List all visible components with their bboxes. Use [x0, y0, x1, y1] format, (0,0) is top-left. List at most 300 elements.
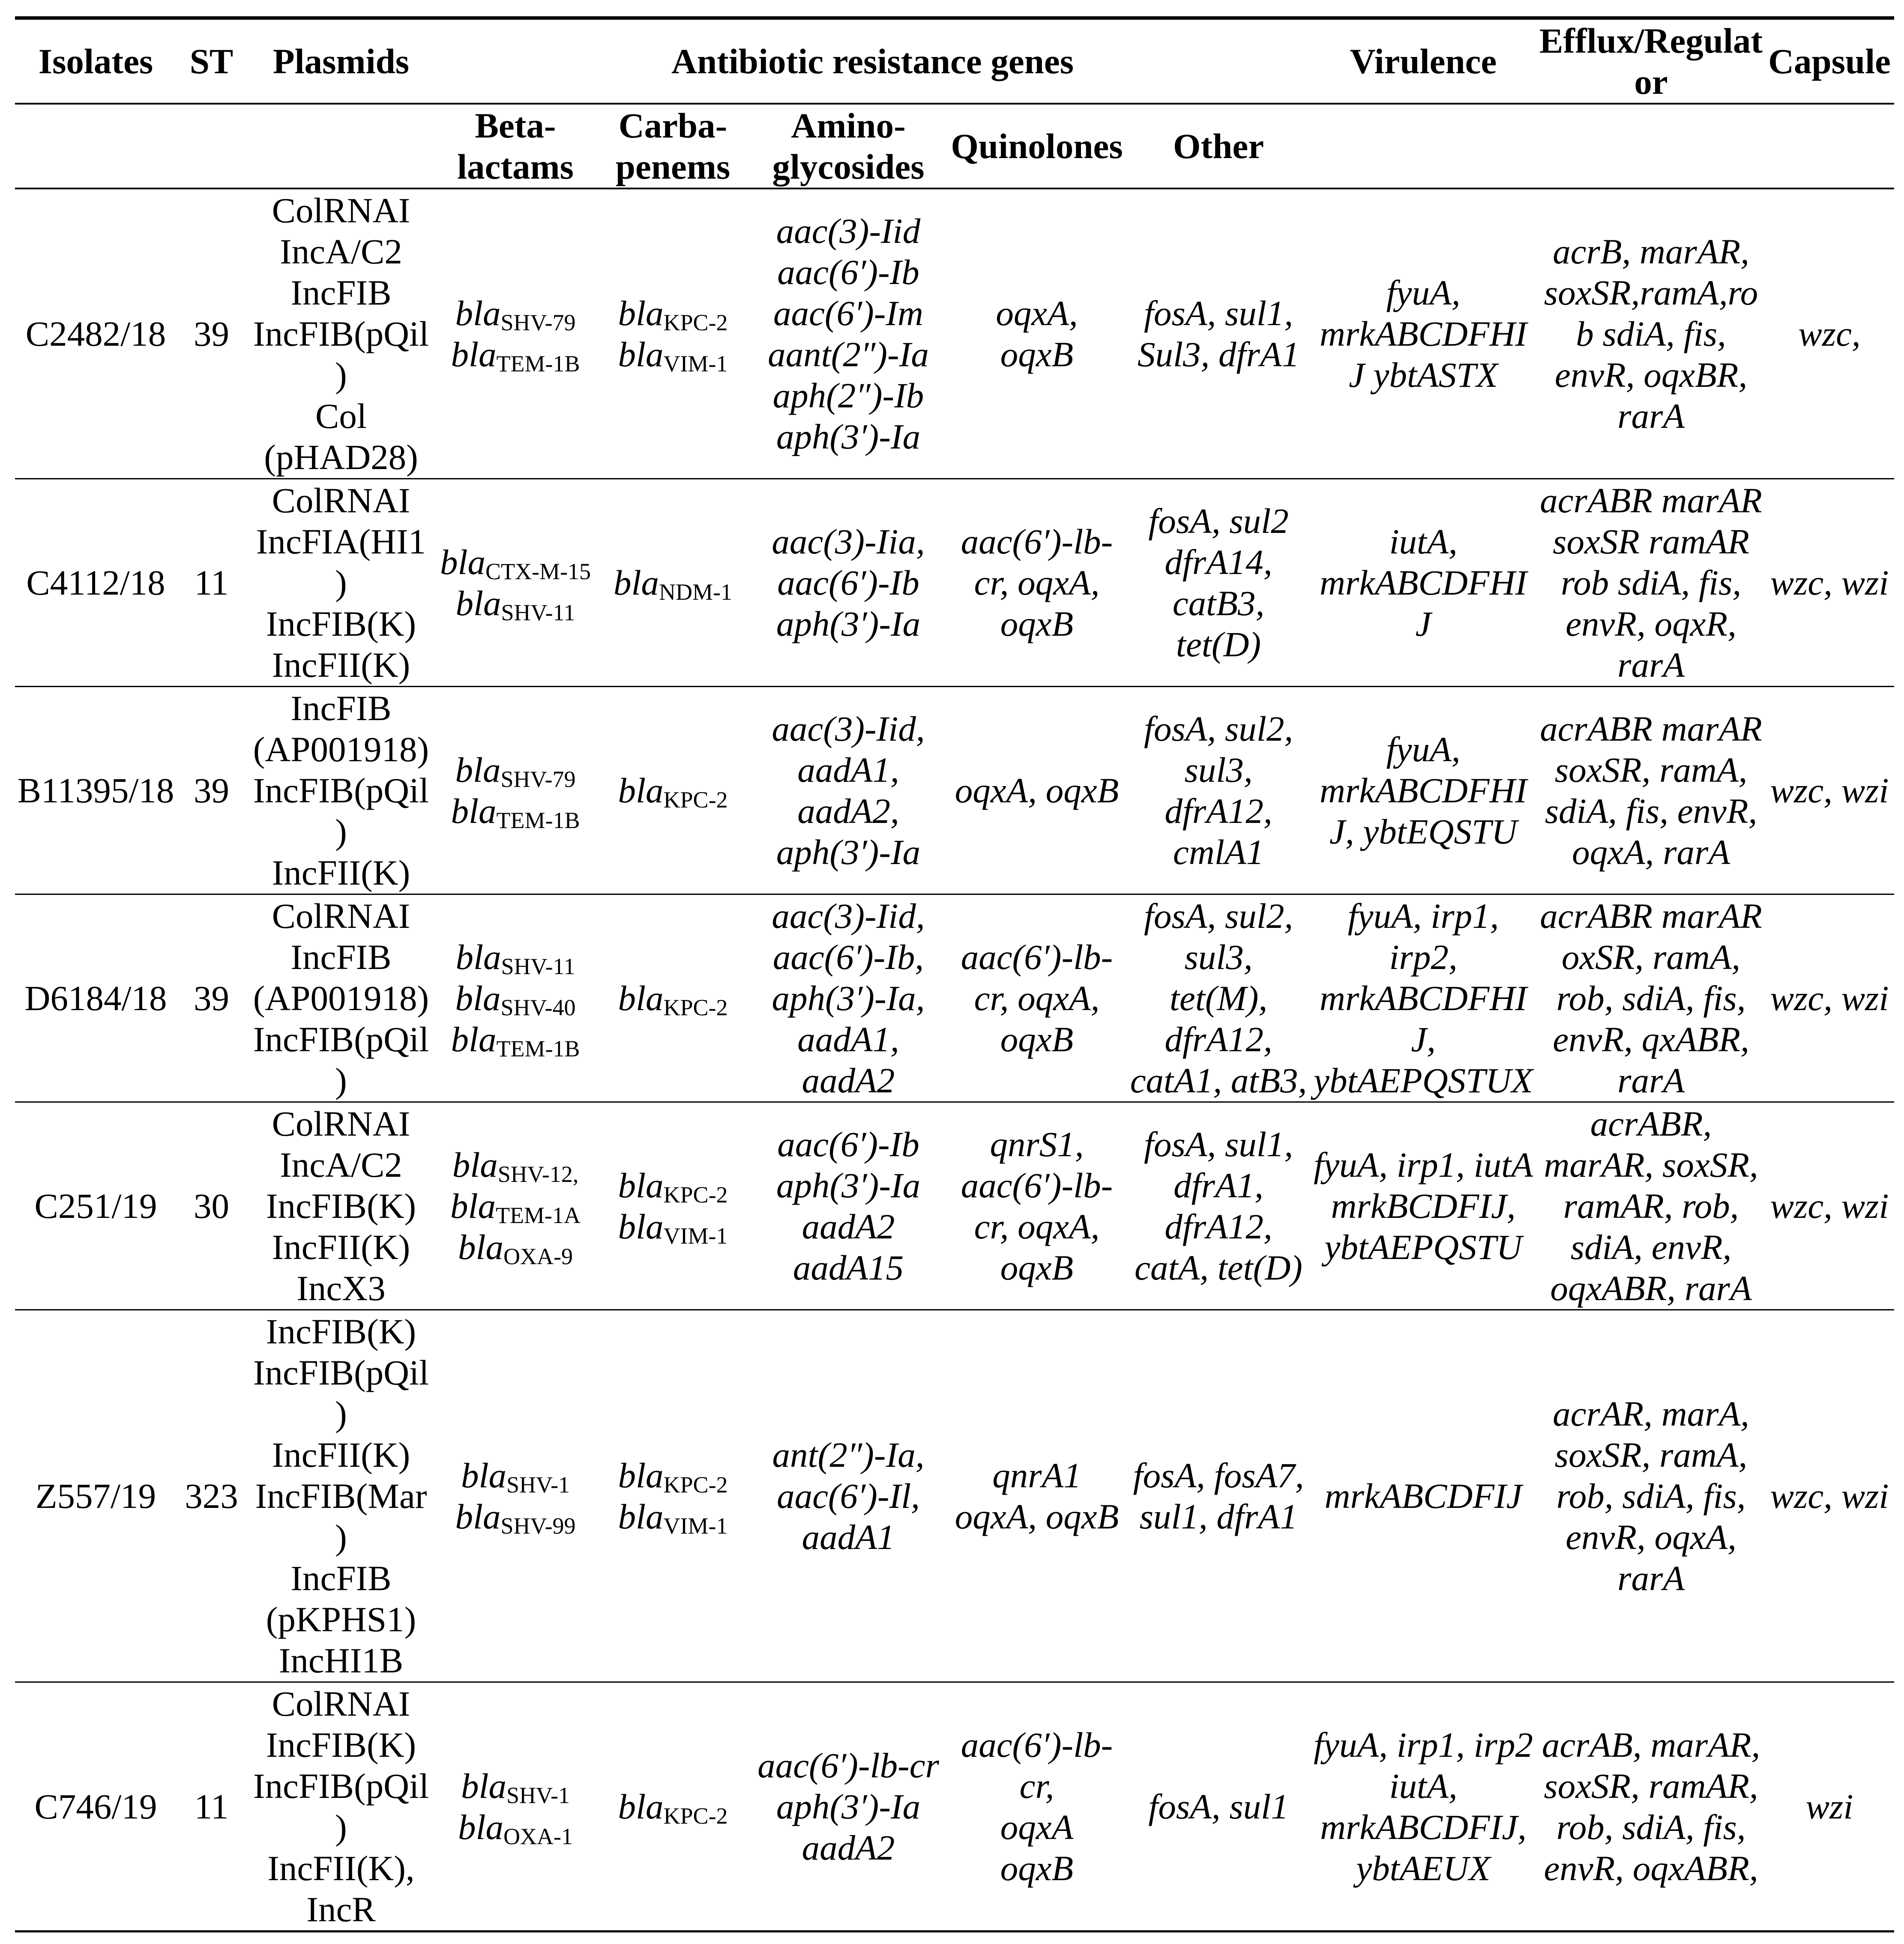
other-genes-line: fosA, sul2, — [1144, 896, 1293, 936]
table-header — [15, 18, 1894, 188]
beta-lactams-cell — [436, 1682, 595, 1932]
plasmids-line: ) — [335, 812, 347, 851]
aminoglycosides-line: aadA2 — [802, 1061, 895, 1100]
efflux-regulator-cell — [1537, 894, 1765, 1102]
virulence-line: fyuA, irp1, irp2 — [1314, 1725, 1533, 1765]
other-genes-line: catB3, — [1172, 583, 1265, 623]
gene-variant-subscript: KPC-2 — [663, 1472, 728, 1498]
st-cell: 30 — [177, 1102, 246, 1310]
other-genes-line: tet(D) — [1176, 625, 1261, 664]
plasmids-line: IncFIB — [290, 273, 392, 312]
aminoglycosides-line: aadA1, — [797, 1020, 899, 1059]
st-cell: 323 — [177, 1310, 246, 1682]
efflux-regulator-cell — [1537, 479, 1765, 687]
plasmids-line: IncHI1B — [278, 1641, 404, 1680]
resistance-genes-table — [15, 16, 1894, 1932]
plasmids-line: IncFIB(pQil — [253, 1353, 429, 1392]
isolate-cell: Z557/19 — [15, 1310, 177, 1682]
aminoglycosides-line: aadA2, — [797, 791, 899, 831]
table-row — [15, 687, 1894, 894]
aminoglycosides-line: aph(3′)-Ia — [776, 604, 921, 643]
quinolones-cell — [946, 894, 1128, 1102]
virulence-line: iutA, — [1389, 1766, 1458, 1806]
aminoglycosides-line: aph(3′)-Ia — [776, 1787, 921, 1826]
gene-variant-subscript: KPC-2 — [663, 787, 728, 813]
header-efflux-regulator-line: or — [1634, 62, 1668, 102]
plasmids-line: IncFIB(K) — [266, 1186, 416, 1226]
gene-prefix: bla — [451, 335, 497, 374]
capsule-cell — [1765, 1682, 1894, 1932]
virulence-cell — [1309, 1682, 1537, 1932]
quinolones-cell — [946, 1310, 1128, 1682]
gene-variant-subscript: TEM-1B — [496, 808, 580, 833]
aminoglycosides-line: aadA1, — [797, 750, 899, 790]
efflux-regulator-line: acrAR, marA, — [1553, 1394, 1749, 1433]
plasmids-line: IncA/C2 — [280, 1145, 402, 1184]
quinolones-line: qnrA1 — [992, 1456, 1081, 1495]
quinolones-cell — [946, 479, 1128, 687]
isolate-cell: C2482/18 — [15, 188, 177, 479]
virulence-cell — [1309, 479, 1537, 687]
plasmids-line: IncFIB — [290, 688, 392, 728]
other-genes-line: fosA, sul2, — [1144, 709, 1293, 748]
gene-prefix: bla — [455, 293, 501, 333]
plasmids-line: IncFIB(Mar — [255, 1476, 427, 1516]
efflux-regulator-line: soxSR, ramA, — [1554, 750, 1748, 790]
plasmids-line: ColRNAI — [272, 191, 410, 230]
gene-variant-subscript: SHV-12, — [497, 1161, 579, 1187]
quinolones-line: oqxB — [1000, 1020, 1074, 1059]
st-cell: 11 — [177, 479, 246, 687]
virulence-line: J, — [1411, 1020, 1436, 1059]
aminoglycosides-line: aac(3)-Iid — [776, 211, 921, 251]
efflux-regulator-line: rarA — [1617, 396, 1685, 436]
aminoglycosides-line: aac(6′)-Ib — [777, 563, 919, 602]
other-genes-line: fosA, fosA7, — [1133, 1456, 1304, 1495]
bla-gene — [595, 770, 751, 811]
other-genes-line: Sul3, dfrA1 — [1137, 335, 1300, 374]
plasmids-line: ColRNAI — [272, 481, 410, 520]
aminoglycosides-line: aac(6′)-Ib, — [772, 937, 924, 977]
other-genes-cell — [1128, 479, 1309, 687]
capsule-line: wzc, wzi — [1770, 1476, 1889, 1516]
capsule-line: wzc, — [1798, 314, 1861, 353]
header-capsule: Capsule — [1765, 18, 1894, 104]
plasmids-line: IncA/C2 — [280, 232, 402, 271]
bla-gene — [436, 790, 595, 831]
plasmids-line: IncFIB(pQil — [253, 771, 429, 810]
bla-gene — [436, 1806, 595, 1848]
bla-gene — [595, 1496, 751, 1537]
virulence-line: J, ybtEQSTU — [1329, 812, 1518, 851]
beta-lactams-cell — [436, 1102, 595, 1310]
virulence-line: mrkABCDFHI — [1320, 771, 1527, 810]
plasmids-line: IncFIB(K) — [266, 1725, 416, 1765]
aminoglycosides-cell — [751, 687, 946, 894]
aminoglycosides-line: aac(6′)-Im — [773, 293, 923, 333]
header-quinolones: Quinolones — [946, 104, 1128, 188]
header-st: ST — [177, 18, 246, 104]
plasmids-line: ) — [335, 355, 347, 395]
header-row-sub — [15, 104, 1894, 188]
header-other: Other — [1128, 104, 1309, 188]
plasmids-line: IncFII(K) — [272, 1435, 410, 1474]
bla-gene — [436, 1496, 595, 1537]
aminoglycosides-cell — [751, 1310, 946, 1682]
virulence-cell — [1309, 188, 1537, 479]
header-aminoglycosides-line: glycosides — [772, 147, 925, 186]
capsule-line: wzc, wzi — [1770, 771, 1889, 810]
header-beta-lactams-line: lactams — [457, 147, 574, 186]
efflux-regulator-cell — [1537, 1682, 1765, 1932]
virulence-cell — [1309, 894, 1537, 1102]
plasmids-line: IncFII(K), — [267, 1848, 415, 1888]
virulence-line: iutA, — [1389, 522, 1458, 561]
plasmids-cell — [246, 1682, 436, 1932]
aminoglycosides-line: aph(3′)-Ia — [776, 832, 921, 872]
gene-variant-subscript: VIM-1 — [663, 1513, 728, 1539]
aminoglycosides-cell — [751, 894, 946, 1102]
capsule-line: wzc, wzi — [1770, 1186, 1889, 1226]
other-genes-line: dfrA14, — [1165, 542, 1272, 582]
header-antibiotic-resistance-genes: Antibiotic resistance genes — [436, 18, 1309, 104]
gene-variant-subscript: KPC-2 — [663, 1182, 728, 1208]
capsule-cell — [1765, 687, 1894, 894]
quinolones-line: cr, oqxA, — [974, 978, 1100, 1018]
header-isolates: Isolates — [15, 18, 177, 104]
beta-lactams-cell — [436, 188, 595, 479]
efflux-regulator-line: sdiA, fis, envR, — [1545, 791, 1757, 831]
quinolones-line: oqxA, oqxB — [955, 1497, 1119, 1536]
plasmids-line: ) — [335, 563, 347, 602]
bla-gene — [436, 749, 595, 790]
plasmids-line: IncFIB — [290, 1558, 392, 1598]
plasmids-line: (pKPHS1) — [266, 1600, 416, 1639]
header-aminoglycosides — [751, 104, 946, 188]
bla-gene — [595, 1455, 751, 1496]
quinolones-line: cr, oqxA, — [974, 1207, 1100, 1246]
aminoglycosides-line: aph(2″)-Ib — [772, 376, 924, 415]
plasmids-cell — [246, 479, 436, 687]
gene-prefix: bla — [618, 978, 664, 1018]
aminoglycosides-line: aph(3′)-Ia — [776, 1166, 921, 1205]
efflux-regulator-line: rob, sdiA, fis, — [1556, 1476, 1746, 1516]
plasmids-line: IncR — [306, 1890, 376, 1929]
beta-lactams-cell — [436, 894, 595, 1102]
efflux-regulator-cell — [1537, 188, 1765, 479]
virulence-line: ybtAEPQSTUX — [1314, 1061, 1533, 1100]
efflux-regulator-line: rarA — [1617, 1061, 1685, 1100]
plasmids-line: ) — [335, 1061, 347, 1100]
other-genes-line: sul3, — [1184, 937, 1253, 977]
capsule-line: wzi — [1805, 1787, 1853, 1826]
efflux-regulator-line: sdiA, envR, — [1570, 1227, 1732, 1267]
aminoglycosides-line: aac(3)-Iia, — [772, 522, 925, 561]
header-empty — [15, 104, 177, 188]
table-row — [15, 188, 1894, 479]
gene-prefix: bla — [618, 1207, 664, 1246]
other-genes-line: dfrA12, — [1165, 1020, 1272, 1059]
gene-prefix: bla — [452, 1145, 498, 1184]
gene-variant-subscript: VIM-1 — [663, 1223, 728, 1249]
gene-prefix: bla — [451, 791, 497, 831]
aminoglycosides-line: aadA2 — [802, 1828, 895, 1867]
efflux-regulator-cell — [1537, 687, 1765, 894]
gene-prefix: bla — [618, 1456, 664, 1495]
efflux-regulator-line: rob, sdiA, fis, — [1556, 978, 1746, 1018]
bla-gene — [595, 978, 751, 1019]
gene-prefix: bla — [458, 1807, 504, 1847]
efflux-regulator-line: oxSR, ramA, — [1561, 937, 1741, 977]
carbapenems-cell — [595, 894, 751, 1102]
carbapenems-cell — [595, 479, 751, 687]
plasmids-line: IncFIA(HI1 — [256, 522, 426, 561]
gene-variant-subscript: OXA-9 — [503, 1244, 573, 1269]
efflux-regulator-line: rarA — [1617, 1558, 1685, 1598]
gene-variant-subscript: SHV-40 — [500, 995, 576, 1020]
aminoglycosides-cell — [751, 188, 946, 479]
plasmids-cell — [246, 687, 436, 894]
header-carbapenems-line: Carba- — [618, 106, 727, 145]
other-genes-line: fosA, sul1, — [1144, 1125, 1293, 1164]
bla-gene — [436, 1019, 595, 1060]
isolate-cell: C4112/18 — [15, 479, 177, 687]
efflux-regulator-line: rob sdiA, fis, — [1560, 563, 1742, 602]
efflux-regulator-cell — [1537, 1310, 1765, 1682]
isolate-cell: C746/19 — [15, 1682, 177, 1932]
plasmids-cell — [246, 1310, 436, 1682]
capsule-cell — [1765, 894, 1894, 1102]
header-beta-lactams-line: Beta- — [475, 106, 556, 145]
st-cell: 11 — [177, 1682, 246, 1932]
gene-variant-subscript: KPC-2 — [663, 995, 728, 1020]
bla-gene — [436, 541, 595, 583]
header-aminoglycosides-line: Amino- — [791, 106, 906, 145]
aminoglycosides-line: aadA15 — [793, 1248, 904, 1287]
gene-variant-subscript: OXA-1 — [503, 1824, 573, 1849]
table-row — [15, 894, 1894, 1102]
plasmids-cell — [246, 1102, 436, 1310]
beta-lactams-cell — [436, 687, 595, 894]
isolate-cell: C251/19 — [15, 1102, 177, 1310]
gene-prefix: bla — [618, 293, 664, 333]
aminoglycosides-line: aac(6′)-Ib — [777, 1125, 919, 1164]
gene-prefix: bla — [618, 335, 664, 374]
bla-gene — [436, 1226, 595, 1268]
header-empty — [177, 104, 246, 188]
gene-prefix: bla — [458, 1227, 504, 1267]
gene-variant-subscript: SHV-99 — [500, 1513, 576, 1539]
virulence-cell — [1309, 1310, 1537, 1682]
capsule-line: wzc, wzi — [1770, 563, 1889, 602]
header-virulence: Virulence — [1309, 18, 1537, 104]
virulence-line: irp2, — [1389, 937, 1458, 977]
other-genes-cell — [1128, 1310, 1309, 1682]
aminoglycosides-line: aac(6′)-Ib — [777, 252, 919, 292]
other-genes-line: catA, tet(D) — [1135, 1248, 1302, 1287]
bla-gene — [595, 334, 751, 375]
bla-gene — [436, 583, 595, 624]
table-row — [15, 1310, 1894, 1682]
aminoglycosides-line: aac(6′)-Il, — [777, 1476, 920, 1516]
virulence-line: J ybtASTX — [1349, 355, 1498, 395]
carbapenems-cell — [595, 687, 751, 894]
header-empty — [1309, 104, 1537, 188]
efflux-regulator-cell — [1537, 1102, 1765, 1310]
quinolones-line: qnrS1, — [990, 1125, 1084, 1164]
quinolones-line: oqxB — [1000, 1848, 1074, 1888]
efflux-regulator-line: acrABR marAR — [1540, 709, 1762, 748]
aminoglycosides-line: aac(6′)-lb-cr — [757, 1746, 939, 1785]
quinolones-line: cr, — [1019, 1766, 1054, 1806]
plasmids-line: (AP001918) — [253, 978, 429, 1018]
aminoglycosides-line: aph(3′)-Ia, — [772, 978, 925, 1018]
quinolones-line: oqxB — [1000, 604, 1074, 643]
quinolones-line: aac(6′)-lb- — [961, 1725, 1113, 1765]
gene-prefix: bla — [455, 1497, 501, 1536]
efflux-regulator-line: soxSR, ramA, — [1554, 1435, 1748, 1474]
quinolones-line: oqxB — [1000, 1248, 1074, 1287]
plasmids-line: IncFIB(K) — [266, 1312, 416, 1351]
plasmids-line: IncFIB(pQil — [253, 1020, 429, 1059]
efflux-regulator-line: oqxA, rarA — [1572, 832, 1730, 872]
header-carbapenems — [595, 104, 751, 188]
plasmids-line: IncFIB(pQil — [253, 1766, 429, 1806]
gene-variant-subscript: TEM-1A — [496, 1202, 581, 1228]
gene-prefix: bla — [455, 937, 501, 977]
carbapenems-cell — [595, 1102, 751, 1310]
efflux-regulator-line: soxSR, ramAR, — [1544, 1766, 1758, 1806]
beta-lactams-cell — [436, 1310, 595, 1682]
plasmids-line: ) — [335, 1394, 347, 1433]
st-cell: 39 — [177, 188, 246, 479]
gene-prefix: bla — [618, 1497, 664, 1536]
gene-variant-subscript: NDM-1 — [659, 579, 733, 605]
gene-prefix: bla — [618, 1166, 664, 1205]
virulence-line: ybtAEPQSTU — [1324, 1227, 1522, 1267]
capsule-cell — [1765, 1310, 1894, 1682]
beta-lactams-cell — [436, 479, 595, 687]
quinolones-cell — [946, 1102, 1128, 1310]
gene-prefix: bla — [455, 978, 501, 1018]
virulence-line: mrkABCDFHI — [1320, 314, 1527, 353]
header-empty — [246, 104, 436, 188]
aminoglycosides-line: aph(3′)-Ia — [776, 417, 921, 456]
gene-variant-subscript: KPC-2 — [663, 310, 728, 335]
efflux-regulator-line: marAR, soxSR, — [1544, 1145, 1758, 1184]
bla-gene — [595, 1786, 751, 1827]
virulence-line: J — [1415, 604, 1431, 643]
other-genes-line: fosA, sul1, — [1144, 293, 1293, 333]
other-genes-cell — [1128, 687, 1309, 894]
efflux-regulator-line: ramAR, rob, — [1563, 1186, 1739, 1226]
gene-variant-subscript: TEM-1B — [496, 351, 580, 377]
efflux-regulator-line: envR, oqxA, — [1566, 1517, 1736, 1557]
gene-prefix: bla — [618, 771, 664, 810]
header-efflux-regulator-line: Efflux/Regulat — [1539, 21, 1763, 60]
capsule-cell — [1765, 479, 1894, 687]
gene-variant-subscript: KPC-2 — [663, 1803, 728, 1829]
bla-gene — [436, 293, 595, 334]
efflux-regulator-line: envR, oqxABR, — [1544, 1848, 1758, 1888]
virulence-cell — [1309, 687, 1537, 894]
other-genes-cell — [1128, 894, 1309, 1102]
efflux-regulator-line: acrABR marAR — [1540, 481, 1762, 520]
plasmids-line: ColRNAI — [272, 896, 410, 936]
efflux-regulator-line: envR, oqxR, — [1566, 604, 1736, 643]
plasmids-line: Col — [315, 396, 367, 436]
efflux-regulator-line: soxSR,ramA,ro — [1544, 273, 1758, 312]
quinolones-cell — [946, 188, 1128, 479]
efflux-regulator-line: oqxABR, rarA — [1550, 1268, 1752, 1308]
gene-variant-subscript: SHV-1 — [506, 1782, 570, 1808]
plasmids-line: IncFIB — [290, 937, 392, 977]
efflux-regulator-line: rob, sdiA, fis, — [1556, 1807, 1746, 1847]
aminoglycosides-line: aant(2″)-Ia — [768, 335, 929, 374]
plasmids-cell — [246, 188, 436, 479]
efflux-regulator-line: acrAB, marAR, — [1542, 1725, 1760, 1765]
gene-variant-subscript: SHV-1 — [506, 1472, 570, 1498]
virulence-line: mrkABCDFHI — [1320, 563, 1527, 602]
other-genes-cell — [1128, 1102, 1309, 1310]
quinolones-line: aac(6′)-lb- — [961, 522, 1113, 561]
header-empty — [1537, 104, 1765, 188]
gene-prefix: bla — [455, 750, 501, 790]
other-genes-line: fosA, sul2 — [1148, 501, 1289, 541]
efflux-regulator-line: acrABR, — [1590, 1104, 1712, 1143]
plasmids-line: (AP001918) — [253, 730, 429, 769]
gene-variant-subscript: VIM-1 — [663, 351, 728, 377]
capsule-cell — [1765, 188, 1894, 479]
gene-prefix: bla — [451, 1020, 497, 1059]
plasmids-line: IncFII(K) — [272, 645, 410, 685]
efflux-regulator-line: b sdiA, fis, — [1576, 314, 1726, 353]
bla-gene — [595, 1165, 751, 1206]
isolate-cell: D6184/18 — [15, 894, 177, 1102]
gene-prefix: bla — [618, 1787, 664, 1826]
quinolones-line: oqxB — [1000, 335, 1074, 374]
aminoglycosides-line: aadA2 — [802, 1207, 895, 1246]
bla-gene — [436, 1455, 595, 1496]
other-genes-cell — [1128, 188, 1309, 479]
virulence-line: mrkABCDFIJ — [1324, 1476, 1522, 1516]
bla-gene — [436, 936, 595, 978]
quinolones-line: cr, oqxA, — [974, 563, 1100, 602]
gene-prefix: bla — [461, 1456, 506, 1495]
aminoglycosides-line: aadA1 — [802, 1517, 895, 1557]
plasmids-line: ColRNAI — [272, 1104, 410, 1143]
bla-gene — [595, 562, 751, 603]
header-beta-lactams — [436, 104, 595, 188]
efflux-regulator-line: acrB, marAR, — [1553, 232, 1749, 271]
other-genes-line: catA1, atB3, — [1130, 1061, 1307, 1100]
bla-gene — [595, 293, 751, 334]
other-genes-line: tet(M), — [1169, 978, 1268, 1018]
gene-prefix: bla — [450, 1186, 496, 1226]
header-plasmids: Plasmids — [246, 18, 436, 104]
isolate-cell: B11395/18 — [15, 687, 177, 894]
gene-variant-subscript: SHV-11 — [501, 954, 575, 979]
plasmids-line: IncFII(K) — [272, 853, 410, 892]
gene-variant-subscript: SHV-11 — [501, 600, 575, 625]
aminoglycosides-cell — [751, 1102, 946, 1310]
aminoglycosides-line: aac(3)-Iid, — [772, 896, 925, 936]
virulence-line: mrkABCDFIJ, — [1320, 1807, 1527, 1847]
carbapenems-cell — [595, 1682, 751, 1932]
other-genes-line: sul1, dfrA1 — [1139, 1497, 1298, 1536]
quinolones-line: oqxA, oqxB — [955, 771, 1119, 810]
gene-prefix: bla — [455, 583, 501, 623]
